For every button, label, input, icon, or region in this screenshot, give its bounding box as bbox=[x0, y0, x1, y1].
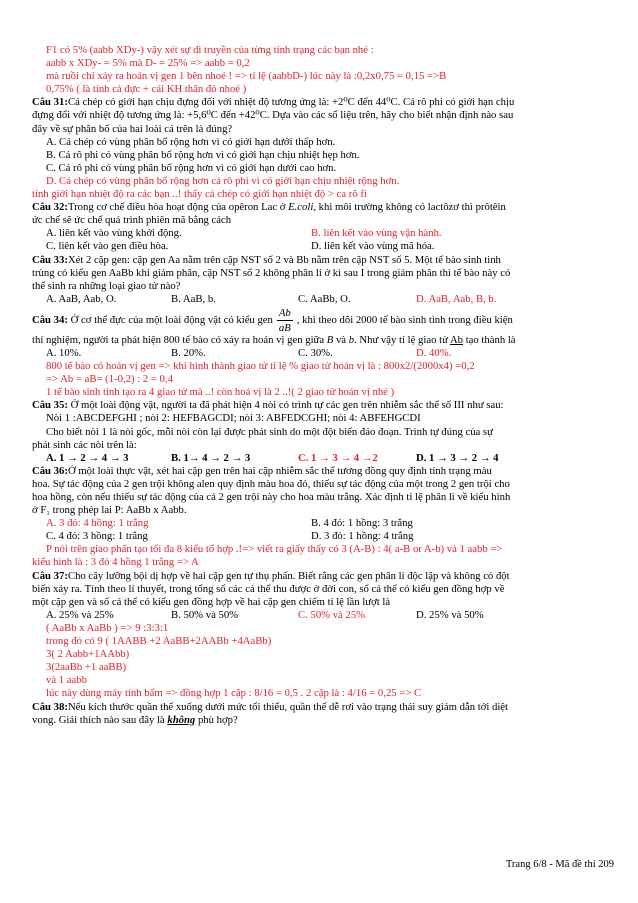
option-b: B. 20%. bbox=[171, 346, 206, 359]
question-stem: ở F₁ trong phép lai P: AaBb x Aabb. bbox=[32, 504, 187, 517]
question-stem: đựng đối với nhiệt độ tương ứng là: +5,6⁰C đến +42⁰C. Dựa vào các số liệu trên, hãy cho biết nhận định nào sau bbox=[32, 109, 514, 122]
question-stem: . Như vậy tỉ lệ giao tử bbox=[354, 333, 450, 346]
question-stem: Ở cơ thể đực của một loài động vật có kiểu gen bbox=[70, 313, 273, 326]
solution-note: 1 tế bào sinh tinh tạo ra 4 giao tử mà ..! còn hoá vị là 2 ..!( 2 giao tử hoán vị nhé ) bbox=[46, 386, 395, 399]
question-stem: Ở một loài động vật, người ta đã phát hiện 4 nòi có trình tự các gen trên nhiễm sắc thể số III như sau: bbox=[67, 399, 504, 412]
solution-note: trong đó có 9 ( 1AABB +2 AaBB+2AABb +4AaBb) bbox=[46, 635, 272, 648]
question-stem: b bbox=[348, 333, 355, 346]
option-d: D. 3 đỏ: 1 hồng: 4 trắng bbox=[311, 530, 414, 543]
question-number: Câu 32: bbox=[32, 201, 68, 214]
question-35 bbox=[32, 399, 612, 464]
question-stem: đây về sự phân bố của hai loài cá trên là đúng? bbox=[32, 122, 233, 135]
question-stem: phù hợp? bbox=[195, 713, 238, 726]
question-stem: Cho cây lưỡng bội dị hợp về hai cặp gen tự thụ phấn. Biết rằng các gen phân li độc lập và không có đột bbox=[67, 569, 510, 582]
question-32 bbox=[32, 201, 612, 253]
question-stem: Trong cơ chế điều hòa hoạt động của opêron Lac ở bbox=[67, 201, 289, 214]
question-stem: , khi môi trường không có lactôzơ thì prôtêin bbox=[313, 201, 506, 214]
solution-note: và 1 aabb bbox=[46, 674, 87, 687]
option-c: C. 50% và 25% bbox=[298, 608, 366, 621]
question-stem: Xét 2 cặp gen: cặp gen Aa nằm trên cặp NST số 2 và Bb nằm trên cặp NST số 5. Một tế bào sinh tinh bbox=[67, 253, 501, 266]
solution-note: lúc này dùng máy tính bấm => đồng hợp 1 cặp : 8/16 = 0,5 . 2 cặp là : 4/16 = 0,25 => C bbox=[46, 687, 422, 700]
option-b: B. Cá rô phi có vùng phân bố rộng hơn vì có giới hạn chịu nhiệt hẹp hơn. bbox=[46, 148, 360, 161]
question-37 bbox=[32, 570, 612, 701]
question-stem: thể sinh ra những loại giao tử nào? bbox=[32, 279, 181, 292]
question-stem: , khi theo dõi 2000 tế bào sinh tinh trong điều kiện bbox=[296, 313, 513, 326]
option-c: C. 1 → 3 → 4 →2 bbox=[298, 451, 378, 464]
question-stem: Cá chép có giới hạn chịu đựng đối với nhiệt độ tương ứng là: +2⁰C đến 44⁰C. Cá rô phi có giới hạn chịu bbox=[67, 96, 515, 109]
note-line: mà ruồi chỉ xảy ra hoán vị gen 1 bên nhoé ! => tỉ lệ (aabbD-) lúc này là :0,2x0,75 = 0,15 =>B bbox=[46, 70, 447, 83]
note-line: 0,75% ( là tính cả đực + cái KH thân đỏ nhoé ) bbox=[46, 83, 247, 96]
fraction-denominator: aB bbox=[278, 321, 291, 334]
question-number: Câu 33: bbox=[32, 253, 68, 266]
solution-note: kiểu hình là : 3 đỏ 4 hồng 1 trắng => A bbox=[32, 556, 199, 569]
solution-note: tính giới hạn nhiệt độ ra các bạn ..! thấy cá chép có giới hạn nhiệt độ > ca rô fi bbox=[32, 188, 367, 201]
exam-page bbox=[32, 44, 612, 727]
question-stem: Nếu kích thước quần thể xuống dưới mức tối thiểu, quần thể dễ rơi vào trạng thái suy giảm dẫn tới diệt bbox=[67, 700, 509, 713]
option-b: B. AaB, b. bbox=[171, 292, 216, 305]
question-stem: biến xảy ra. Tính theo lí thuyết, trong tổng số các cá thể thu được ở đời con, số cá thể có kiểu gen đồng hợp về bbox=[32, 582, 505, 595]
question-36 bbox=[32, 465, 612, 570]
solution-note: P nói trên giao phấn tạo tối đa 8 kiểu tổ hợp .!=> viết ra giấy thấy có 3 (A-B) : 4( a-B or A-b) và 1 aabb => bbox=[46, 543, 503, 556]
option-a: A. AaB, Aab, O. bbox=[46, 292, 117, 305]
question-stem: Ở một loài thực vật, xét hai cặp gen trên hai cặp nhiễm sắc thể tương đồng quy định tính trạng màu bbox=[67, 464, 492, 477]
question-stem: trùng có kiểu gen AaBb khi giảm phân, cặp NST số 2 không phân li ở kì sau I trong giảm phân thì tế bào này có bbox=[32, 266, 511, 279]
fraction-numerator: Ab bbox=[278, 306, 291, 319]
option-c: C. AaBb, O. bbox=[298, 292, 351, 305]
option-a: A. 3 đỏ: 4 hồng: 1 trắng bbox=[46, 517, 149, 530]
question-stem: không bbox=[167, 713, 196, 726]
option-b: B. 50% và 50% bbox=[171, 608, 239, 621]
option-d: D. liên kết vào vùng mã hóa. bbox=[311, 240, 435, 253]
option-c: C. 30%. bbox=[298, 346, 333, 359]
question-stem: tạo thành là bbox=[463, 333, 516, 346]
option-a: A. 1 → 2 → 4 → 3 bbox=[46, 451, 129, 464]
page-footer: Trang 6/8 - Mã đề thi 209 bbox=[505, 859, 614, 870]
question-38 bbox=[32, 701, 612, 727]
genotype-fraction bbox=[277, 306, 293, 334]
question-stem: Nòi 1 :ABCDEFGHI ; nòi 2: HEFBAGCDI; nòi 3: ABFEDCGHI; nòi 4: ABFEHGCDI bbox=[46, 412, 421, 425]
option-d: D. 40%. bbox=[416, 346, 452, 359]
option-c: C. 4 đỏ: 3 hồng: 1 trắng bbox=[46, 530, 148, 543]
option-b: B. liên kết vào vùng vận hành. bbox=[311, 227, 442, 240]
question-stem: ức chế sẽ ức chế quá trình phiên mã bằng cách bbox=[32, 214, 232, 227]
question-stem: và bbox=[333, 333, 349, 346]
intro-notes bbox=[32, 44, 612, 96]
note-line: F1 có 5% (aabb XDy-) vậy xét sự di truyền của từng tính trạng các bạn nhé : bbox=[46, 44, 374, 56]
option-c: C. liên kết vào gen điều hòa. bbox=[46, 240, 169, 253]
note-line: aabb x XDy- = 5% mà D- = 25% => aabb = 0,2 bbox=[46, 57, 250, 70]
question-number: Câu 37: bbox=[32, 569, 68, 582]
question-stem: Cho biết nòi 1 là nòi gốc, mỗi nòi còn lại được phát sinh do một đột biến đảo đoạn. Trình tự đúng của sự bbox=[46, 425, 493, 438]
option-b: B. 1→ 4 → 2 → 3 bbox=[171, 451, 251, 464]
option-d: D. AaB, Aab, B, b. bbox=[416, 292, 497, 305]
option-d: D. 1 → 3 → 2 → 4 bbox=[416, 451, 499, 464]
option-b: B. 4 đỏ: 1 hồng: 3 trắng bbox=[311, 517, 413, 530]
question-number: Câu 31: bbox=[32, 96, 68, 109]
question-33 bbox=[32, 254, 612, 306]
question-number: Câu 36: bbox=[32, 464, 68, 477]
question-stem: B bbox=[326, 333, 334, 346]
question-number: Câu 34: bbox=[32, 313, 68, 326]
solution-note: ( AaBb x AaBb ) => 9 :3:3:1 bbox=[46, 621, 169, 634]
option-a: A. 10%. bbox=[46, 346, 82, 359]
question-stem: hoa. Sự tác động của 2 gen trội không alen quy định màu hoa đỏ, thiếu sự tác động của một trong 2 gen trội cho bbox=[32, 477, 510, 490]
option-a: A. liên kết vào vùng khởi động. bbox=[46, 227, 182, 240]
question-stem: Ab bbox=[449, 333, 464, 346]
question-stem: vong. Giải thích nào sau đây là bbox=[32, 713, 168, 726]
option-d: D. 25% và 50% bbox=[416, 608, 484, 621]
question-number: Câu 38: bbox=[32, 700, 68, 713]
option-a: A. Cá chép có vùng phân bố rộng hơn vì có giới hạn dưới thấp hơn. bbox=[46, 135, 336, 148]
option-c: C. Cá rô phi có vùng phân bố rộng hơn vì có giới hạn dưới cao hơn. bbox=[46, 161, 337, 174]
question-31 bbox=[32, 96, 612, 201]
option-a: A. 25% và 25% bbox=[46, 608, 114, 621]
solution-note: 3(2aaBb +1 aaBB) bbox=[46, 661, 127, 674]
solution-note: => Ab = aB= (1-0,2) : 2 = 0,4 bbox=[46, 373, 173, 386]
question-stem: một cặp gen và số cá thể có kiểu gen đồng hợp về hai cặp gen chiếm tỉ lệ lần lượt là bbox=[32, 595, 391, 608]
question-stem: hoa hồng, còn nếu thiếu sự tác động của cả 2 gen trội này cho hoa màu trắng. Xác định tỉ lệ phân li về kiểu hình bbox=[32, 491, 511, 503]
solution-note: 800 tế bào có hoán vị gen => khi hình thành giao tử tỉ lệ % giao tử hoán vị là : 800x2/(2000x4) =0,2 bbox=[46, 360, 475, 373]
question-stem: phát sinh các nòi trên là: bbox=[32, 438, 137, 451]
solution-note: 3( 2 Aabb+1AAbb) bbox=[46, 648, 130, 661]
question-stem: thí nghiệm, người ta phát hiện 800 tế bào có xảy ra hoán vị gen giữa bbox=[32, 333, 327, 346]
question-stem: E.coli bbox=[288, 201, 314, 214]
question-34 bbox=[32, 306, 612, 399]
question-number: Câu 35: bbox=[32, 399, 68, 412]
option-d: D. Cá chép có vùng phân bố rộng hơn cá rô phi vì có giới hạn chịu nhiệt rộng hơn. bbox=[46, 174, 400, 187]
